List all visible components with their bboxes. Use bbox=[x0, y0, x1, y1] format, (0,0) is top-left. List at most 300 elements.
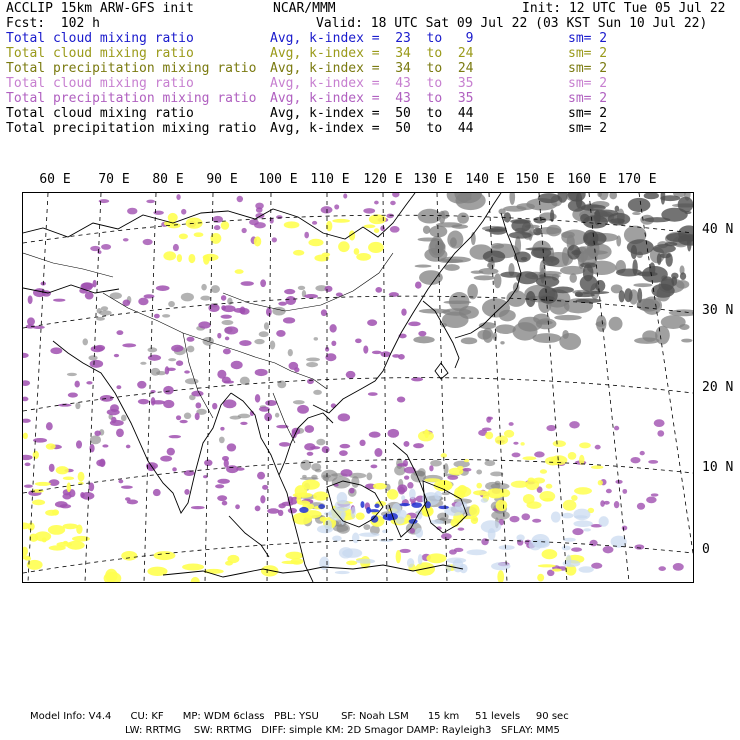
precip-shading bbox=[375, 287, 382, 293]
cloud-shading bbox=[297, 501, 310, 505]
precip-shading bbox=[146, 200, 155, 204]
precip-shading bbox=[510, 516, 520, 523]
precip-shading bbox=[23, 397, 28, 402]
cloud-shading bbox=[284, 221, 300, 228]
cloud-shading bbox=[285, 552, 303, 560]
precip-shading bbox=[399, 549, 411, 553]
cloud-shading bbox=[490, 472, 503, 477]
cloud-shading bbox=[460, 516, 475, 520]
precip-shading bbox=[49, 464, 55, 472]
legend-row bbox=[6, 91, 736, 106]
cloud-shading bbox=[575, 293, 595, 297]
cloud-shading bbox=[661, 208, 687, 222]
legend-smoothing: sm= 2 bbox=[568, 31, 608, 46]
precip-shading bbox=[297, 405, 309, 414]
cloud-shading bbox=[532, 534, 550, 547]
precip-shading bbox=[637, 503, 645, 510]
precip-shading bbox=[374, 201, 379, 205]
cloud-shading bbox=[235, 269, 244, 274]
cloud-shading bbox=[546, 484, 553, 489]
cloud-shading bbox=[536, 276, 559, 287]
precip-shading bbox=[447, 475, 458, 480]
footer-line-1: Model Info: V4.4 CU: KF MP: WDM 6class PBL: YSU SF: Noah LSM 15 km 51 levels 90 sec bbox=[30, 711, 569, 722]
cloud-shading bbox=[275, 413, 279, 418]
cloud-shading bbox=[23, 433, 28, 439]
map-canvas bbox=[23, 193, 693, 582]
cloud-shading bbox=[363, 524, 370, 530]
cloud-shading bbox=[637, 288, 642, 303]
cloud-shading bbox=[311, 463, 321, 471]
longitude-label: 100 E bbox=[258, 172, 298, 187]
precip-shading bbox=[278, 302, 287, 306]
cloud-shading bbox=[457, 213, 469, 224]
cloud-shading bbox=[32, 500, 45, 506]
precip-shading bbox=[86, 381, 92, 384]
precip-shading bbox=[198, 321, 211, 328]
latitude-label: 20 N bbox=[702, 380, 734, 395]
cloud-shading bbox=[254, 236, 262, 246]
precip-shading bbox=[195, 413, 200, 420]
precip-shading bbox=[614, 501, 620, 508]
precip-shading bbox=[407, 482, 413, 489]
cloud-shading bbox=[491, 510, 510, 520]
precip-shading bbox=[123, 238, 129, 241]
legend-field: Total precipitation mixing ratio bbox=[6, 61, 257, 76]
cloud-shading bbox=[642, 330, 657, 341]
cloud-shading bbox=[633, 283, 652, 287]
precip-shading bbox=[239, 340, 251, 346]
precip-shading bbox=[24, 484, 33, 487]
cloud-shading bbox=[316, 439, 325, 446]
cloud-shading bbox=[76, 525, 82, 534]
cloud-shading bbox=[229, 416, 241, 420]
cloud-shading bbox=[259, 331, 269, 337]
precip-shading bbox=[217, 333, 221, 339]
precip-shading bbox=[224, 326, 238, 334]
precip-shading bbox=[329, 324, 336, 333]
legend-field: Total cloud mixing ratio bbox=[6, 106, 194, 121]
cloud-shading bbox=[352, 533, 359, 544]
precip-shading bbox=[386, 214, 394, 219]
cloud-shading bbox=[78, 472, 85, 482]
cloud-shading bbox=[608, 213, 631, 226]
cloud-shading bbox=[439, 211, 446, 224]
cloud-shading bbox=[526, 501, 541, 508]
longitude-label: 140 E bbox=[465, 172, 505, 187]
cloud-shading bbox=[306, 357, 320, 361]
precip-shading bbox=[630, 457, 640, 463]
cloud-shading bbox=[666, 253, 673, 267]
cloud-shading bbox=[539, 491, 555, 502]
precip-shading bbox=[321, 309, 327, 316]
cloud-shading bbox=[591, 465, 603, 469]
precip-shading bbox=[221, 295, 226, 301]
precip-shading bbox=[266, 308, 272, 317]
cloud-shading bbox=[579, 566, 594, 573]
cloud-shading bbox=[335, 571, 350, 574]
precip-shading bbox=[181, 209, 186, 215]
cloud-shading bbox=[182, 564, 204, 571]
cloud-shading bbox=[496, 500, 508, 511]
cloud-shading bbox=[63, 541, 68, 544]
precip-shading bbox=[154, 314, 160, 319]
precip-shading bbox=[153, 489, 161, 496]
cloud-shading bbox=[308, 239, 323, 246]
cloud-shading bbox=[583, 528, 591, 531]
cloud-shading bbox=[469, 504, 480, 517]
precip-shading bbox=[321, 206, 333, 213]
precip-shading bbox=[96, 459, 105, 466]
precip-shading bbox=[49, 479, 60, 486]
cloud-shading bbox=[227, 298, 232, 305]
cloud-shading bbox=[96, 317, 105, 321]
cloud-shading bbox=[67, 482, 71, 492]
precip-shading bbox=[212, 403, 217, 410]
precip-shading bbox=[76, 440, 82, 448]
precip-shading bbox=[338, 413, 350, 421]
precip-shading bbox=[176, 194, 180, 200]
cloud-shading bbox=[90, 435, 101, 444]
cloud-shading bbox=[599, 516, 609, 527]
legend-smoothing: sm= 2 bbox=[568, 91, 608, 106]
precip-shading bbox=[294, 367, 299, 372]
precip-shading bbox=[217, 495, 227, 501]
cloud-shading bbox=[227, 555, 239, 563]
cloud-shading bbox=[568, 452, 577, 460]
longitude-label: 80 E bbox=[152, 172, 184, 187]
precip-shading bbox=[355, 338, 362, 343]
cloud-shading bbox=[661, 193, 666, 205]
precip-shading bbox=[369, 432, 381, 438]
precip-shading bbox=[23, 353, 29, 358]
precip-shading bbox=[334, 204, 339, 209]
cloud-shading bbox=[609, 317, 623, 331]
cloud-shading bbox=[632, 212, 641, 215]
precip-shading bbox=[307, 452, 314, 456]
precip-shading bbox=[163, 386, 174, 395]
precip-shading bbox=[123, 300, 131, 306]
precip-shading bbox=[380, 226, 385, 231]
cloud-shading bbox=[101, 306, 108, 310]
precip-shading bbox=[176, 360, 183, 366]
cloud-shading bbox=[485, 229, 506, 232]
precip-shading bbox=[622, 526, 628, 531]
cloud-shading bbox=[35, 482, 51, 486]
precip-shading bbox=[285, 296, 296, 305]
cloud-shading bbox=[163, 251, 176, 260]
longitude-label: 120 E bbox=[363, 172, 403, 187]
forecast-hour: Fcst: 102 h bbox=[6, 16, 100, 31]
precip-shading bbox=[240, 422, 247, 425]
cloud-shading bbox=[687, 236, 691, 251]
cloud-shading bbox=[567, 245, 580, 260]
precip-shading bbox=[153, 211, 164, 215]
cloud-shading bbox=[500, 272, 522, 278]
cloud-shading bbox=[533, 228, 542, 236]
cloud-shading bbox=[295, 485, 307, 497]
precip-shading bbox=[167, 368, 176, 371]
precip-shading bbox=[486, 416, 491, 422]
cloud-shading bbox=[538, 564, 556, 567]
precip-shading bbox=[184, 370, 190, 373]
precip-shading bbox=[95, 345, 105, 351]
legend-field: Total cloud mixing ratio bbox=[6, 76, 194, 91]
cloud-shading bbox=[306, 362, 318, 367]
cloud-shading bbox=[566, 555, 571, 567]
cloud-shading bbox=[561, 513, 573, 519]
precip-shading bbox=[260, 279, 266, 287]
cloud-shading bbox=[580, 275, 598, 291]
cloud-shading bbox=[290, 558, 303, 565]
precip-shading bbox=[634, 544, 644, 549]
cloud-shading bbox=[493, 332, 497, 341]
precip-shading bbox=[235, 504, 240, 509]
precip-shading bbox=[418, 331, 426, 337]
cloud-shading bbox=[481, 498, 488, 503]
precip-shading bbox=[60, 504, 71, 508]
cloud-shading bbox=[181, 293, 194, 302]
cloud-shading bbox=[479, 268, 499, 275]
legend-stat: Avg, k-index = 43 to 35 bbox=[270, 76, 474, 91]
cloud-shading bbox=[504, 430, 514, 438]
map-panel bbox=[22, 192, 694, 583]
cloud-shading bbox=[562, 330, 569, 339]
legend-stat: Avg, k-index = 43 to 35 bbox=[270, 91, 474, 106]
precip-shading bbox=[90, 360, 104, 368]
cloud-shading bbox=[426, 553, 446, 563]
precip-shading bbox=[374, 448, 382, 457]
precip-shading bbox=[340, 444, 351, 448]
cloud-shading bbox=[476, 483, 482, 489]
political-boundaries bbox=[23, 253, 393, 443]
cloud-shading bbox=[338, 241, 350, 252]
cloud-shading bbox=[540, 469, 547, 473]
cloud-shading bbox=[615, 206, 620, 212]
cloud-shading bbox=[366, 473, 372, 481]
cloud-shading bbox=[521, 257, 528, 261]
precip-shading bbox=[148, 355, 161, 361]
cloud-shading bbox=[147, 347, 157, 352]
cloud-shading bbox=[387, 489, 399, 500]
cloud-shading bbox=[583, 230, 598, 247]
cloud-shading bbox=[374, 504, 379, 508]
precip-shading bbox=[249, 219, 259, 225]
precip-shading bbox=[227, 443, 236, 451]
precip-shading bbox=[331, 403, 336, 408]
precip-shading bbox=[160, 456, 172, 462]
precip-shading bbox=[363, 345, 368, 353]
precip-shading bbox=[50, 347, 62, 354]
precip-shading bbox=[25, 463, 31, 467]
precip-shading bbox=[100, 395, 113, 402]
precip-shading bbox=[23, 455, 33, 460]
precip-shading bbox=[673, 563, 684, 571]
cloud-shading bbox=[657, 253, 662, 265]
precip-shading bbox=[116, 385, 121, 389]
latitude-label: 10 N bbox=[702, 460, 734, 475]
cloud-shading bbox=[332, 219, 350, 223]
precip-shading bbox=[85, 292, 94, 300]
precip-shading bbox=[288, 508, 297, 514]
longitude-label: 170 E bbox=[617, 172, 657, 187]
cloud-shading bbox=[33, 451, 39, 459]
cloud-shading bbox=[185, 378, 199, 384]
precip-shading bbox=[368, 392, 378, 396]
field-shading bbox=[23, 193, 693, 582]
cloud-shading bbox=[168, 358, 176, 361]
precip-shading bbox=[215, 484, 224, 488]
longitude-label: 160 E bbox=[567, 172, 607, 187]
cloud-shading bbox=[221, 320, 233, 325]
precip-shading bbox=[325, 286, 333, 292]
cloud-shading bbox=[264, 322, 269, 330]
precip-shading bbox=[255, 394, 260, 402]
precip-shading bbox=[429, 465, 433, 471]
cloud-shading bbox=[254, 339, 264, 344]
precip-shading bbox=[225, 337, 229, 341]
precip-shading bbox=[46, 422, 53, 430]
cloud-shading bbox=[63, 476, 74, 480]
cloud-shading bbox=[194, 232, 204, 237]
precip-shading bbox=[259, 406, 270, 411]
latitude-label: 30 N bbox=[702, 303, 734, 318]
cloud-shading bbox=[121, 551, 137, 561]
cloud-shading bbox=[332, 535, 342, 541]
cloud-shading bbox=[438, 259, 463, 263]
precip-shading bbox=[392, 193, 399, 197]
cloud-shading bbox=[599, 193, 609, 200]
precip-shading bbox=[191, 506, 205, 509]
precip-shading bbox=[53, 299, 65, 302]
cloud-shading bbox=[595, 280, 605, 292]
precip-shading bbox=[307, 379, 314, 384]
cloud-shading bbox=[499, 310, 516, 322]
cloud-shading bbox=[521, 442, 525, 446]
cloud-shading bbox=[423, 226, 430, 234]
cloud-shading bbox=[563, 500, 577, 511]
legend-row bbox=[6, 76, 736, 91]
cloud-shading bbox=[121, 415, 127, 422]
cloud-shading bbox=[442, 312, 469, 328]
precip-shading bbox=[255, 369, 268, 376]
precip-shading bbox=[241, 281, 254, 286]
precip-shading bbox=[658, 566, 666, 571]
precip-shading bbox=[68, 393, 78, 398]
cloud-shading bbox=[671, 273, 678, 279]
precip-shading bbox=[272, 237, 277, 242]
precip-shading bbox=[401, 308, 406, 315]
cloud-shading bbox=[476, 470, 482, 475]
precip-shading bbox=[572, 528, 583, 535]
cloud-shading bbox=[436, 222, 462, 227]
cloud-shading bbox=[510, 219, 531, 224]
cloud-shading bbox=[494, 273, 502, 288]
legend-row bbox=[6, 61, 736, 76]
precip-shading bbox=[163, 400, 174, 408]
cloud-shading bbox=[461, 337, 477, 344]
cloud-shading bbox=[609, 193, 617, 199]
cloud-shading bbox=[624, 288, 632, 302]
cloud-shading bbox=[188, 254, 195, 263]
cloud-shading bbox=[665, 242, 678, 246]
cloud-shading bbox=[48, 525, 65, 535]
cloud-shading bbox=[75, 402, 80, 409]
longitude-label: 60 E bbox=[39, 172, 71, 187]
precip-shading bbox=[388, 429, 400, 438]
precip-shading bbox=[97, 250, 101, 254]
cloud-shading bbox=[313, 390, 322, 395]
model-title: ACCLIP 15km ARW-GFS init bbox=[6, 1, 194, 16]
longitude-label: 70 E bbox=[98, 172, 130, 187]
cloud-shading bbox=[551, 512, 561, 523]
cloud-shading bbox=[187, 346, 195, 353]
cloud-shading bbox=[483, 250, 505, 262]
cloud-shading bbox=[560, 266, 585, 275]
precip-shading bbox=[454, 548, 464, 552]
precip-shading bbox=[222, 377, 231, 384]
precip-shading bbox=[74, 381, 79, 388]
cloud-shading bbox=[368, 242, 384, 253]
cloud-shading bbox=[298, 286, 305, 290]
legend-field: Total cloud mixing ratio bbox=[6, 46, 194, 61]
precip-shading bbox=[118, 479, 123, 483]
precip-shading bbox=[240, 306, 246, 314]
precip-shading bbox=[156, 285, 170, 291]
cloud-shading bbox=[184, 412, 191, 419]
precip-shading bbox=[114, 354, 119, 357]
cloud-shading bbox=[522, 456, 536, 460]
precip-shading bbox=[276, 215, 282, 219]
precip-shading bbox=[408, 322, 420, 327]
cloud-shading bbox=[313, 491, 329, 500]
cloud-shading bbox=[318, 504, 325, 509]
precip-shading bbox=[214, 225, 221, 230]
cloud-shading bbox=[360, 501, 364, 508]
precip-shading bbox=[370, 464, 377, 468]
cloud-shading bbox=[413, 336, 434, 343]
cloud-shading bbox=[177, 254, 182, 262]
cloud-shading bbox=[411, 502, 422, 508]
precip-shading bbox=[241, 228, 246, 233]
cloud-shading bbox=[511, 481, 529, 488]
precip-shading bbox=[126, 445, 131, 449]
cloud-shading bbox=[516, 534, 524, 541]
cloud-shading bbox=[571, 495, 578, 501]
cloud-shading bbox=[562, 546, 571, 551]
precip-shading bbox=[221, 305, 226, 310]
cloud-shading bbox=[415, 265, 432, 268]
cloud-shading bbox=[509, 232, 532, 239]
cloud-shading bbox=[323, 476, 329, 482]
precip-shading bbox=[191, 391, 203, 397]
cloud-shading bbox=[484, 460, 495, 466]
cloud-shading bbox=[356, 253, 371, 261]
precip-shading bbox=[346, 371, 356, 379]
legend-row bbox=[6, 31, 736, 46]
precip-shading bbox=[341, 469, 353, 477]
cloud-shading bbox=[201, 284, 207, 291]
precip-shading bbox=[415, 281, 422, 288]
precip-shading bbox=[534, 451, 545, 457]
precip-shading bbox=[173, 244, 179, 251]
precip-shading bbox=[413, 443, 424, 448]
cloud-shading bbox=[292, 513, 312, 525]
precip-shading bbox=[513, 442, 518, 445]
precip-shading bbox=[195, 402, 201, 408]
cloud-shading bbox=[325, 520, 332, 531]
cloud-shading bbox=[409, 489, 416, 500]
cloud-shading bbox=[574, 515, 588, 518]
